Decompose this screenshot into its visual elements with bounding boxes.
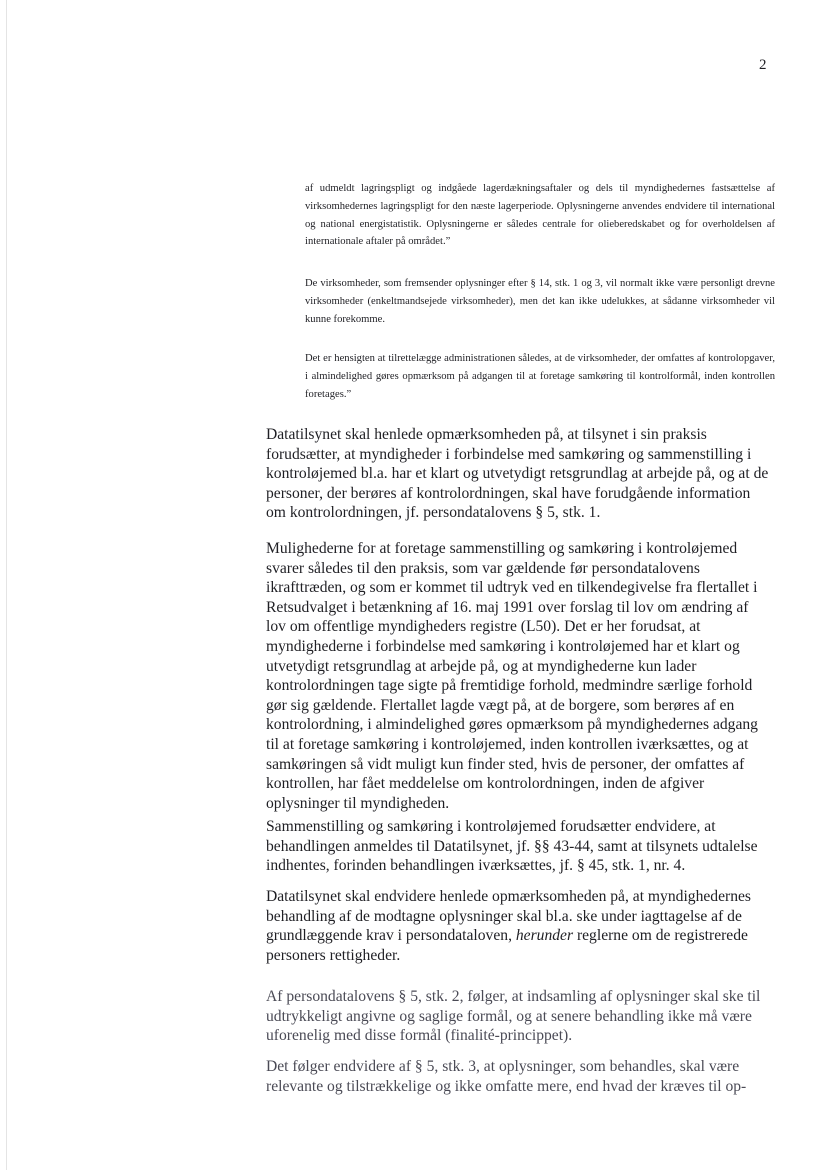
quote-paragraph-1: af udmeldt lagringspligt og indgåede lagerdækningsaftaler og dels til myndighedernes fastsættelse af virksomhedernes lagringspligt for den næste lagerperiode. Oplysningerne anvendes endvidere til international og national energistatistik. Oplysningerne er således centrale for olieberedskabet og for overholdelsen af internationale aftaler på området.” [305,183,775,248]
quote-paragraph-3: Det er hensigten at tilrettelægge administrationen således, at de virksomheder, der omfattes af kontrolopgaver, i almindelighed gøres opmærksom på adgangen til at foretage samkøring til kontrolformål, inden kontrollen foretages.” [305,353,775,400]
quote-paragraph-2: De virksomheder, som fremsender oplysninger efter § 14, stk. 1 og 3, vil normalt ikke være personligt drevne virksomheder (enkeltmandsejede virksomheder), men det kan ikke udelukkes, at sådanne virksomheder vil kunne forekomme. [305,278,775,325]
body-paragraph-3: Sammenstilling og samkøring i kontroløjemed forudsætter endvidere, at behandlingen anmeldes til Datatilsynet, jf. §§ 43-44, samt at tilsynets udtalelse indhentes, forinden behandlingen iværksættes, jf. § 45, stk. 1, nr. 4. [266,818,758,875]
body-paragraph-4 [266,887,772,965]
body-paragraph-6: Det følger endvidere af § 5, stk. 3, at oplysninger, som behandles, skal være relevante og tilstrækkelige og ikke omfatte mere, end hvad der kræves til op- [266,1058,747,1095]
page-number: 2 [759,57,767,73]
body-paragraph-4-emphasis: herunder [515,927,574,945]
body-paragraph-4-text-before: Datatilsynet skal endvidere henlede opmærksomheden på, at myndighedernes behandling af de modtagne oplysninger skal bl.a. ske under iagttagelse af de grundlæggende krav i persondataloven, [266,888,751,945]
body-paragraph-1: Datatilsynet skal henlede opmærksomheden på, at tilsynet i sin praksis forudsætter, at myndigheder i forbindelse med samkøring og sammenstilling i kontroløjemed bl.a. har et klart og utvetydigt retsgrundlag at arbejde på, og at de personer, der berøres af kontrolordningen, skal have forudgående information om kontrolordningen, jf. persondatalovens § 5, stk. 1. [266,426,769,522]
body-paragraph-4-text-after: reglerne om de registrerede personers rettigheder. [266,927,748,964]
scan-edge-line [6,0,7,1170]
body-paragraph-5: Af persondatalovens § 5, stk. 2, følger, at indsamling af oplysninger skal ske til udtrykkeligt angivne og saglige formål, og at senere behandling ikke må være uforenelig med disse formål (finalité-princippet). [266,988,761,1045]
body-paragraph-2: Mulighederne for at foretage sammenstilling og samkøring i kontroløjemed svarer således til den praksis, som var gældende før persondatalovens ikrafttræden, og som er kommet til udtryk ved en tilkendegivelse fra flertallet i Retsudvalget i betænkning af 16. maj 1991 over forslag til lov om ændring af lov om offentlige myndigheders registre (L50). Det er her forudsat, at myndighederne i forbindelse med samkøring i kontroløjemed har et klart og utvetydigt retsgrundlag at arbejde på, og at myndighederne kun lader kontrolordningen tage sigte på fremtidige forhold, medmindre særlige forhold gør sig gældende. Flertallet lagde vægt på, at de borgere, som berøres af en kontrolordning, i almindelighed gøres opmærksom på myndighedernes adgang til at foretage samkøring i kontroløjemed, inden kontrollen iværksættes, og at samkøringen så vidt muligt kun finder sted, hvis de personer, der omfattes af kontrollen, har fået meddelelse om kontrolordningen, inden de afgiver oplysninger til myndigheden. [266,540,758,812]
